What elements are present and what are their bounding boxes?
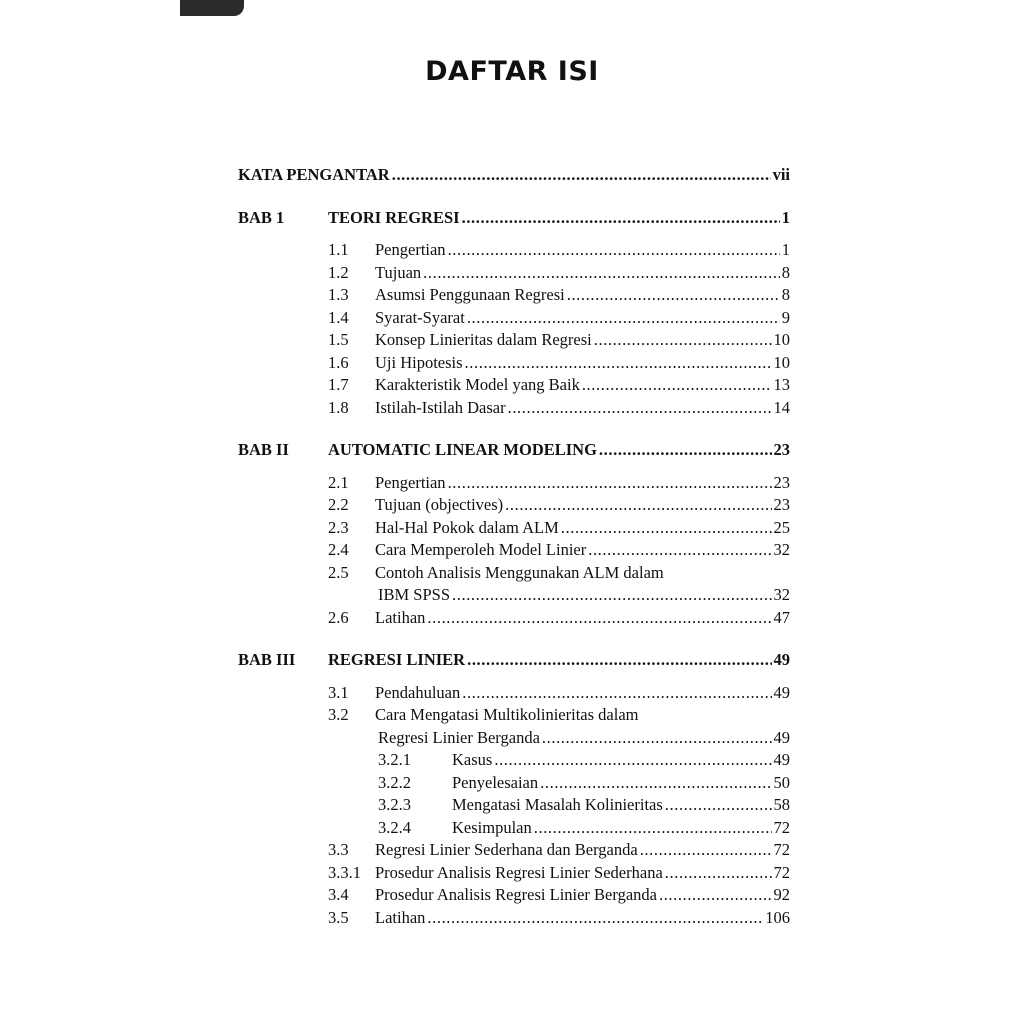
entry-page: 49 — [773, 727, 790, 747]
toc-subentry[interactable] — [238, 794, 790, 817]
entry-page: 49 — [773, 750, 790, 769]
entry-title: Latihan — [375, 907, 426, 927]
entry-page: 8 — [781, 285, 790, 304]
entry-title: Syarat-Syarat — [375, 307, 465, 327]
toc-subentry[interactable] — [238, 749, 790, 772]
toc-entry[interactable] — [238, 607, 790, 630]
entry-title: Pengertian — [375, 240, 446, 259]
entry-page: 50 — [773, 772, 790, 792]
toc-subentry[interactable] — [238, 772, 790, 795]
entry-title: Cara Mengatasi Multikolinieritas dalam — [375, 705, 639, 724]
toc-entry[interactable] — [238, 517, 790, 540]
entry-number: 2.4 — [328, 540, 349, 559]
toc-chapter-bab3[interactable] — [238, 649, 790, 672]
entry-title: Cara Memperoleh Model Linier — [375, 540, 587, 559]
dot-leader — [665, 794, 772, 817]
entry-number: 1.8 — [328, 397, 349, 417]
entry-page: 58 — [773, 795, 790, 814]
dot-leader — [423, 262, 780, 285]
toc-entry[interactable] — [238, 374, 790, 397]
entry-page: 47 — [773, 607, 790, 627]
entry-title: Kesimpulan — [452, 817, 532, 837]
entry-page: 13 — [773, 375, 790, 394]
dot-leader — [448, 472, 772, 495]
dot-leader — [534, 817, 772, 840]
dot-leader — [462, 682, 771, 705]
dot-leader — [659, 884, 772, 907]
chapter-title: TEORI REGRESI — [328, 207, 460, 227]
dot-leader — [508, 397, 772, 420]
entry-page: 23 — [773, 472, 790, 492]
entry-title: Asumsi Penggunaan Regresi — [375, 285, 565, 304]
toc-entry-continuation[interactable] — [238, 584, 790, 607]
toc-chapter-bab1[interactable] — [238, 207, 790, 230]
entry-number: 1.1 — [328, 240, 349, 259]
dot-leader — [599, 439, 772, 462]
chapter-label: BAB 1 — [238, 207, 285, 227]
toc-entry-kata-pengantar[interactable] — [238, 164, 790, 187]
entry-title: Karakteristik Model yang Baik — [375, 375, 580, 394]
entry-title: Kasus — [452, 750, 493, 769]
entry-number: 3.3 — [328, 840, 349, 859]
dot-leader — [392, 164, 771, 187]
dot-leader — [542, 727, 772, 750]
toc-entry[interactable] — [238, 704, 790, 727]
entry-title: Pendahuluan — [375, 682, 461, 702]
toc-entry[interactable] — [238, 907, 790, 930]
entry-number: 2.6 — [328, 607, 349, 627]
dot-leader — [561, 517, 772, 540]
entry-number: 3.1 — [328, 682, 349, 702]
entry-title: Hal-Hal Pokok dalam ALM — [375, 517, 559, 537]
dot-leader — [588, 539, 771, 562]
entry-number: 2.2 — [328, 495, 349, 514]
toc-entry[interactable] — [238, 884, 790, 907]
entry-title-continued: Regresi Linier Berganda — [378, 727, 540, 747]
toc-entry-continuation[interactable] — [238, 727, 790, 750]
entry-number: 2.3 — [328, 517, 349, 537]
toc-entry[interactable] — [238, 262, 790, 285]
toc-entry[interactable] — [238, 839, 790, 862]
entry-title: Uji Hipotesis — [375, 352, 463, 372]
entry-title: Regresi Linier Sederhana dan Berganda — [375, 840, 638, 859]
toc-chapter-bab2[interactable] — [238, 439, 790, 462]
entry-title: Mengatasi Masalah Kolinieritas — [452, 795, 663, 814]
dot-leader — [465, 352, 772, 375]
entry-page: 32 — [773, 540, 790, 559]
entry-page: 49 — [773, 682, 790, 702]
toc-entry[interactable] — [238, 397, 790, 420]
dot-leader — [427, 907, 763, 930]
entry-title: Prosedur Analisis Regresi Linier Berganda — [375, 885, 657, 904]
chapter-page: 49 — [773, 650, 790, 669]
entry-number: 3.2 — [328, 705, 349, 724]
dot-leader — [665, 862, 772, 885]
entry-page: 23 — [773, 495, 790, 514]
entry-page: 9 — [781, 307, 790, 327]
entry-title: KATA PENGANTAR — [238, 165, 390, 184]
dot-leader — [494, 749, 771, 772]
chapter-page: 1 — [781, 207, 790, 227]
dot-leader — [452, 584, 771, 607]
entry-page: 10 — [773, 352, 790, 372]
dot-leader — [540, 772, 771, 795]
dot-leader — [427, 607, 771, 630]
dot-leader — [462, 207, 780, 230]
entry-title: Penyelesaian — [452, 772, 539, 792]
entry-title: Prosedur Analisis Regresi Linier Sederhana — [375, 862, 663, 882]
entry-page: 92 — [773, 885, 790, 904]
toc-entry[interactable] — [238, 284, 790, 307]
entry-number: 1.3 — [328, 285, 349, 304]
entry-title-continued: IBM SPSS — [378, 585, 451, 604]
chapter-label: BAB III — [238, 650, 296, 669]
entry-page: 25 — [773, 517, 790, 537]
toc-entry[interactable] — [238, 494, 790, 517]
entry-number: 3.4 — [328, 885, 349, 904]
entry-page: 1 — [781, 240, 790, 259]
toc-subentry[interactable] — [238, 817, 790, 840]
entry-number: 1.7 — [328, 375, 349, 394]
page-title: DAFTAR ISI — [425, 56, 599, 87]
entry-title: Tujuan — [375, 262, 422, 282]
dot-leader — [505, 494, 771, 517]
chapter-title: REGRESI LINIER — [328, 650, 466, 669]
toc-entry[interactable] — [238, 239, 790, 262]
dot-leader — [582, 374, 772, 397]
entry-title: Latihan — [375, 607, 426, 627]
toc-entry[interactable] — [238, 329, 790, 352]
table-of-contents — [238, 164, 790, 929]
toc-entry[interactable] — [238, 472, 790, 495]
entry-page: 72 — [773, 862, 790, 882]
chapter-label: BAB II — [238, 440, 289, 459]
dot-leader — [467, 649, 771, 672]
entry-page: 14 — [773, 397, 790, 417]
entry-number: 1.4 — [328, 307, 349, 327]
entry-number: 3.2.3 — [378, 795, 411, 814]
entry-number: 2.5 — [328, 562, 349, 582]
entry-number: 1.5 — [328, 330, 349, 349]
toc-entry[interactable] — [238, 562, 790, 585]
entry-page: 10 — [773, 330, 790, 349]
entry-page: 72 — [773, 817, 790, 837]
entry-number: 3.2.4 — [378, 817, 411, 837]
toc-entry[interactable] — [238, 352, 790, 375]
entry-page: 8 — [781, 262, 790, 282]
entry-page: 106 — [765, 907, 790, 927]
entry-title: Konsep Linieritas dalam Regresi — [375, 330, 592, 349]
entry-page: vii — [772, 165, 790, 184]
entry-title: Tujuan (objectives) — [375, 495, 504, 514]
entry-number: 1.2 — [328, 262, 349, 282]
entry-page: 72 — [773, 840, 790, 859]
entry-number: 2.1 — [328, 472, 349, 492]
chapter-title: AUTOMATIC LINEAR MODELING — [328, 440, 597, 459]
chapter-page: 23 — [773, 440, 790, 459]
toc-entry[interactable] — [238, 539, 790, 562]
entry-number: 3.2.2 — [378, 772, 411, 792]
dot-leader — [567, 284, 780, 307]
entry-title: Istilah-Istilah Dasar — [375, 397, 506, 417]
dot-leader — [640, 839, 772, 862]
toc-entry[interactable] — [238, 682, 790, 705]
dot-leader — [448, 239, 780, 262]
entry-title: Pengertian — [375, 472, 446, 492]
entry-number: 3.5 — [328, 907, 349, 927]
entry-number: 3.3.1 — [328, 862, 361, 882]
dot-leader — [467, 307, 780, 330]
dot-leader — [594, 329, 772, 352]
entry-number: 1.6 — [328, 352, 349, 372]
toc-entry[interactable] — [238, 307, 790, 330]
toc-entry[interactable] — [238, 862, 790, 885]
corner-tab — [180, 0, 244, 16]
entry-number: 3.2.1 — [378, 750, 411, 769]
entry-page: 32 — [773, 585, 790, 604]
entry-title: Contoh Analisis Menggunakan ALM dalam — [375, 562, 664, 582]
